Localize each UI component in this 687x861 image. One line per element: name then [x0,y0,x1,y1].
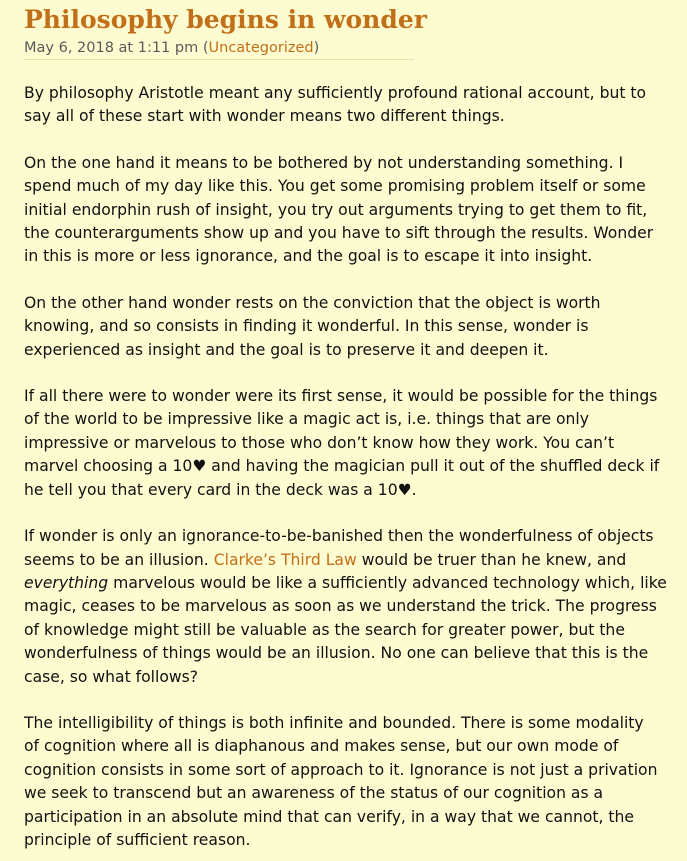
text-line: On the other hand wonder rests on the conviction that the object is worth [24,293,601,312]
post-meta [24,39,665,57]
text-line: in this is more or less ignorance, and the goal is to escape it into insight. [24,247,593,266]
paragraph-1 [24,82,672,129]
meta-open-paren: ( [198,40,209,56]
title-divider [24,59,414,60]
text-segment: would be truer than he knew, and [356,550,627,569]
text-line: experienced as insight and the goal is to preserve it and deepen it. [24,340,549,359]
text-line: case, so what follows? [24,667,199,686]
text-segment: marvelous would be like a sufficiently advanced technology which, like [108,573,667,592]
category-link[interactable]: Uncategorized [208,40,314,56]
paragraph-3 [24,292,672,362]
text-line: of cognition where all is diaphanous and makes sense, but our own mode of [24,737,619,756]
text-line: If all there were to wonder were its first sense, it would be possible for the things [24,387,658,406]
text-line: If wonder is only an ignorance-to-be-banished then the wonderfulness of objects [24,527,654,546]
text-line: the counterarguments show up and you have to sift through the results. Wonder [24,224,654,243]
text-line-with-link [24,549,672,572]
paragraph-5 [24,525,672,689]
text-line-with-heart: marvel choosing a 10♥ and having the magician pull it out of the shuffled deck if [24,457,660,476]
post-title[interactable]: Philosophy begins in wonder [24,5,427,34]
clarkes-third-law-link[interactable]: Clarke’s Third Law [213,550,357,569]
text-line: participation in an absolute mind that can verify, in a way that we cannot, the [24,807,635,826]
text-line: cognition consists in some sort of approach to it. Ignorance is not just a privation [24,760,658,779]
post-content [24,82,672,852]
text-segment: seems to be an illusion. [24,550,214,569]
text-line: of the world to be impressive like a magic act is, i.e. things that are only [24,410,589,429]
paragraph-2 [24,152,672,269]
text-line-with-heart: he tell you that every card in the deck was a 10♥. [24,480,417,499]
meta-close-paren: ) [313,40,320,56]
text-line: principle of sufficient reason. [24,830,251,849]
text-line-with-emphasis [24,572,672,595]
paragraph-4 [24,385,672,502]
text-line: wonderfulness of things would be an illusion. No one can believe that this is the [24,644,649,663]
post-date: May 6, 2018 at 1:11 pm [24,40,199,56]
paragraph-6 [24,712,672,852]
text-line: initial endorphin rush of insight, you try out arguments trying to get them to fit, [24,200,648,219]
text-line: of knowledge might still be valuable as the search for greater power, but the [24,620,625,639]
text-line: say all of these start with wonder means two different things. [24,107,505,126]
text-line: we seek to transcend but an awareness of the status of our cognition as a [24,784,604,803]
text-line: knowing, and so consists in finding it wonderful. In this sense, wonder is [24,317,589,336]
text-line: impressive or marvelous to those who don’t know how they work. You can’t [24,433,615,452]
text-line: By philosophy Aristotle meant any sufficiently profound rational account, but to [24,84,647,102]
emphasis-everything: everything [24,573,109,592]
text-line: The intelligibility of things is both infinite and bounded. There is some modality [24,713,644,732]
text-line: magic, ceases to be marvelous as soon as we understand the trick. The progress [24,597,657,616]
text-line: spend much of my day like this. You get some promising problem itself or some [24,177,646,196]
text-line: On the one hand it means to be bothered by not understanding something. I [24,153,624,172]
